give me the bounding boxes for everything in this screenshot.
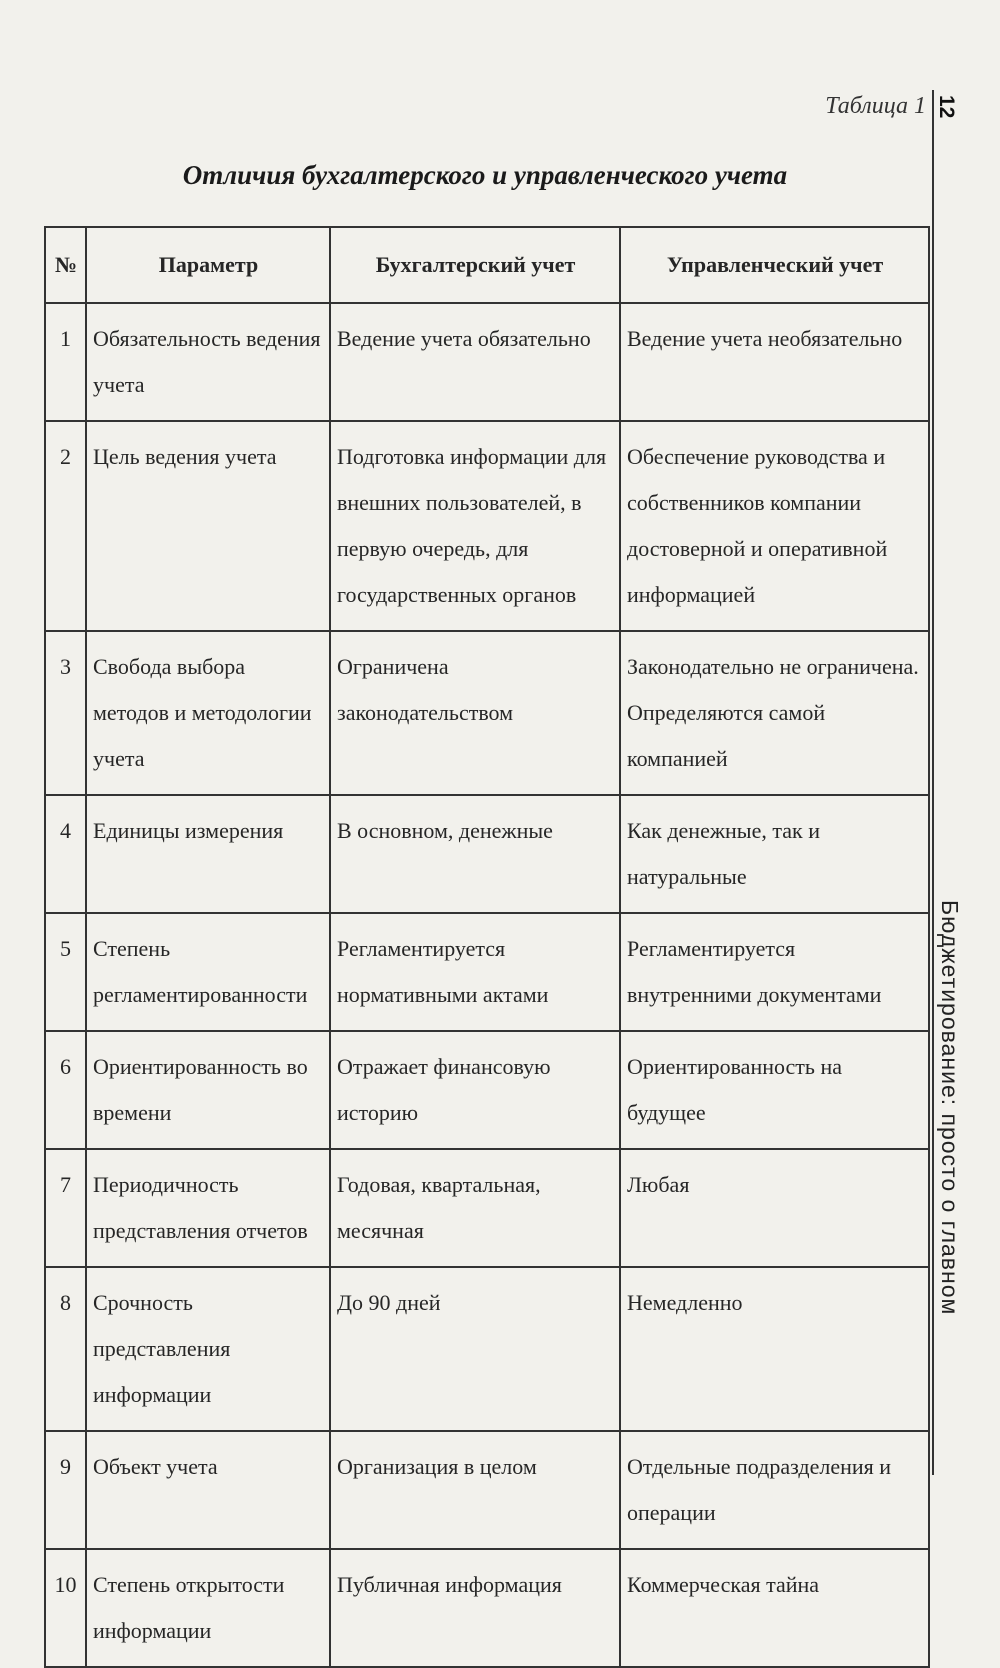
page-number: 12 <box>935 95 958 119</box>
table-title: Отличия бухгалтерского и управленческого учета <box>182 160 788 190</box>
running-title: Бюджетирование: просто о главном <box>937 900 963 1316</box>
row-management: Немедленно <box>620 1267 929 1431</box>
table-header-row <box>45 227 929 303</box>
row-accounting: Отражает финансовую историю <box>330 1031 620 1149</box>
row-accounting: Организация в целом <box>330 1431 620 1549</box>
row-management: Как денежные, так и натуральные <box>620 795 929 913</box>
row-num: 5 <box>45 913 86 1031</box>
table-row <box>45 303 929 421</box>
header-management: Управленческий учет <box>620 227 929 303</box>
row-accounting: Ограничена законодательством <box>330 631 620 795</box>
row-num: 7 <box>45 1149 86 1267</box>
row-management: Коммерческая тайна <box>620 1549 929 1667</box>
row-accounting: До 90 дней <box>330 1267 620 1431</box>
row-param: Степень регламентированности <box>86 913 330 1031</box>
table-row <box>45 1431 929 1549</box>
row-management: Любая <box>620 1149 929 1267</box>
row-num: 6 <box>45 1031 86 1149</box>
table-row <box>45 1549 929 1667</box>
row-num: 8 <box>45 1267 86 1431</box>
row-param: Ориентированность во времени <box>86 1031 330 1149</box>
row-param: Срочность представления информации <box>86 1267 330 1431</box>
table-label: Таблица 1 <box>825 93 926 119</box>
table-row <box>45 1149 929 1267</box>
row-management: Ориентированность на будущее <box>620 1031 929 1149</box>
row-accounting: Годовая, квартальная, месячная <box>330 1149 620 1267</box>
row-management: Регламентируется внутренними документами <box>620 913 929 1031</box>
row-num: 10 <box>45 1549 86 1667</box>
row-management: Законодательно не ограничена. Определяются самой компанией <box>620 631 929 795</box>
row-accounting: В основном, денежные <box>330 795 620 913</box>
header-num: № <box>45 227 86 303</box>
table-row <box>45 795 929 913</box>
table-row <box>45 1267 929 1431</box>
row-management: Обеспечение руководства и собственников компании достоверной и оперативной информацией <box>620 421 929 631</box>
row-num: 9 <box>45 1431 86 1549</box>
row-param: Обязательность ведения учета <box>86 303 330 421</box>
row-accounting: Подготовка информации для внешних пользователей, в первую очередь, для государственных органов <box>330 421 620 631</box>
row-param: Степень открытости информации <box>86 1549 330 1667</box>
row-param: Периодичность представления отчетов <box>86 1149 330 1267</box>
comparison-table <box>44 226 930 1668</box>
row-num: 1 <box>45 303 86 421</box>
row-management: Ведение учета необязательно <box>620 303 929 421</box>
header-accounting: Бухгалтерский учет <box>330 227 620 303</box>
row-param: Свобода выбора методов и методологии учета <box>86 631 330 795</box>
table-row <box>45 421 929 631</box>
row-num: 2 <box>45 421 86 631</box>
row-num: 3 <box>45 631 86 795</box>
header-param: Параметр <box>86 227 330 303</box>
table-row <box>45 913 929 1031</box>
row-management: Отдельные подразделения и операции <box>620 1431 929 1549</box>
row-param: Цель ведения учета <box>86 421 330 631</box>
row-param: Объект учета <box>86 1431 330 1549</box>
row-param: Единицы измерения <box>86 795 330 913</box>
row-accounting: Регламентируется нормативными актами <box>330 913 620 1031</box>
row-num: 4 <box>45 795 86 913</box>
row-accounting: Публичная информация <box>330 1549 620 1667</box>
row-accounting: Ведение учета обязательно <box>330 303 620 421</box>
table-row <box>45 631 929 795</box>
table-row <box>45 1031 929 1149</box>
